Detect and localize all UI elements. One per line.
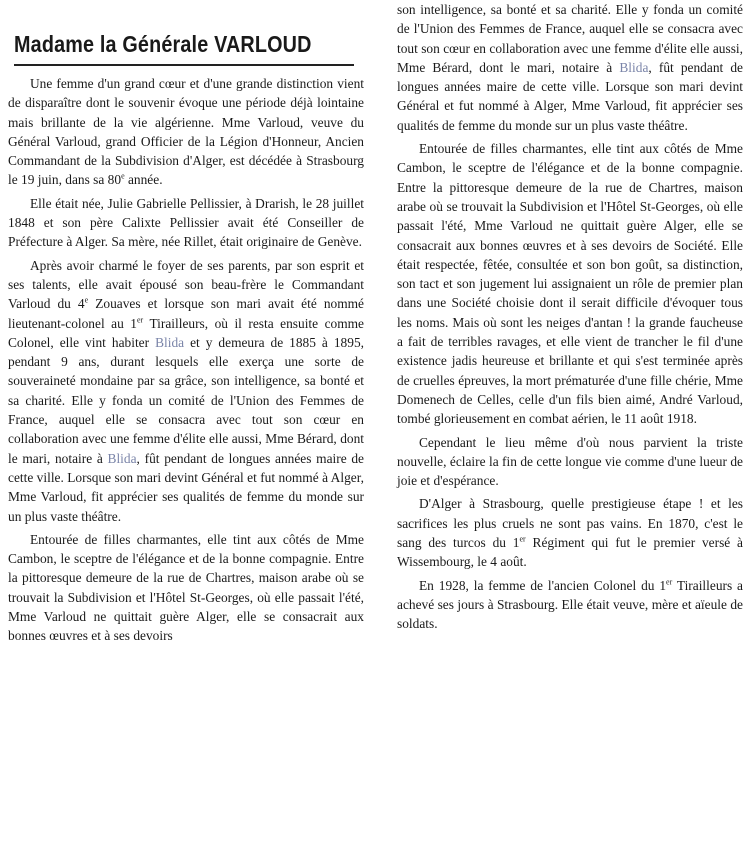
place-name-blida: Blida xyxy=(107,450,137,466)
article-title: Madame la Générale VARLOUD xyxy=(14,31,312,57)
paragraph-news: Cependant le lieu même d'où nous parvient la triste nouvelle, éclaire la fin de cette longue vie comme d'une lueur de joie et d'espérance. xyxy=(397,434,743,489)
column-divider xyxy=(380,0,381,857)
superscript: er xyxy=(519,534,526,544)
paragraph-strasbourg-text-a: D'Alger à Strasbourg, quelle prestigieuse étape ! et les sacrifices les plus cruels ne sont pas vains. En 1870, c'est le sang des turcos du 1 xyxy=(397,496,743,551)
paragraph-final xyxy=(397,576,743,634)
superscript: e xyxy=(121,172,125,182)
superscript: e xyxy=(84,295,89,305)
paragraph-marriage-text-a: Après avoir charmé le foyer de ses parents, par son esprit et ses talents, elle avait épousé son beau-frère le Commandant Varloud du 4 xyxy=(8,257,364,312)
place-name-blida: Blida xyxy=(619,59,649,75)
paragraph-intro-text: Une femme d'un grand cœur et d'une grande distinction vient de disparaître dont le souvenir évoque une période déjà lointaine mais brillante de la vie algérienne. Mme Varloud, veuve du Général Varloud, grand Officier de la Légion d'Honneur, Ancien Commandant de la Subdivision d'Alger, est décédée à Strasbourg le 19 juin, dans sa 80 xyxy=(8,76,364,188)
paragraph-intro xyxy=(8,74,364,190)
paragraph-society-right: Entourée de filles charmantes, elle tint aux côtés de Mme Cambon, le sceptre de l'élégance et de la bonne compagnie. Entre la pittoresque demeure de la rue de Chartres, maison arabe où se trouvait la Subdivision et l'Hôtel St-Georges, où elle passait l'été, Mme Varloud ne quittait guère Alger, elle se consacrait aux bonnes œuvres et à ses devoirs de Société. Elle était respectée, fêtée, consultée et son bon goût, sa distinction, son tact et son jugement lui assignaient un rôle de premier plan dans une Société choisie dont il serait difficile d'évoquer tous les noms. Mais où sont les neiges d'antan ! la grande faucheuse a fait de terribles ravages, et elle vient de trancher le fil d'une existence jadis heureuse et brillante et qui s'est terminée après de cruelles épreuves, la mort prématurée d'une fille chérie, Mme Domenech de Celles, celle d'un fils bien aimé, André Varloud, tombé glorieusement en combat aérien, le 11 août 1918. xyxy=(397,141,743,427)
paragraph-marriage-text-e: , fût pendant de longues années maire de cette ville. Lorsque son mari devint Général et fut nommé à Alger, Mme Varloud, fit apprécier ses qualités de femme du monde sur un plus vaste théâtre. xyxy=(8,450,364,524)
title-rule xyxy=(14,64,354,66)
paragraph-marriage-text-b: Zouaves et lorsque son mari avait été nommé lieutenant-colonel au 1 xyxy=(8,296,364,331)
superscript: er xyxy=(136,315,144,325)
continuation-text: son intelligence, sa bonté et sa charité. Elle y fonda un comité de l'Union des Femmes de France, auquel elle se consacra avec tout son cœur en collaboration avec une femme d'élite elle aussi, Mme Bérard, dont le mari, notaire à xyxy=(397,2,743,75)
paragraph-final-text-a: En 1928, la femme de l'ancien Colonel du 1 xyxy=(419,577,667,593)
place-name-blida: Blida xyxy=(155,334,185,350)
left-column xyxy=(8,0,364,650)
paragraph-final-text-b: Tirailleurs a achevé ses jours à Strasbourg. Elle était veuve, mère et aïeule de soldats. xyxy=(397,577,743,632)
paragraph-society-left: Entourée de filles charmantes, elle tint aux côtés de Mme Cambon, le sceptre de l'élégance et de la bonne compagnie. Entre la pittoresque demeure de la rue de Chartres, maison arabe où se trouvait la Subdivision et l'Hôtel St-Georges, où elle passait l'été, Mme Varloud ne quittait guère Alger, elle se consacrait aux bonnes œuvres et à ses devoirs xyxy=(8,531,364,644)
superscript: er xyxy=(666,577,673,587)
right-column xyxy=(397,0,743,638)
paragraph-marriage-text-d: et y demeura de 1885 à 1895, pendant 9 ans, durant lesquels elle exerça une sorte de souveraineté mondaine par sa grâce, son intelligence, sa bonté et sa charité. Elle y fonda un comité de l'Union des Femmes de France, auquel elle se consacra avec tout son cœur en collaboration avec une femme d'élite elle aussi, Mme Bérard, dont le mari, notaire à xyxy=(8,334,364,466)
paragraph-strasbourg xyxy=(397,494,743,571)
paragraph-birth: Elle était née, Julie Gabrielle Pellissier, à Drarish, le 28 juillet 1848 et son père Calixte Pellissier avait été Conseiller de Préfecture à Alger. Sa mère, née Rillet, était originaire de Genève. xyxy=(8,195,364,250)
paragraph-intro-end: année. xyxy=(124,172,163,188)
continuation-text-end: , fût pendant de longues années maire de cette ville. Lorsque son mari devint Général et fut nommé à Alger, Mme Varloud, fit apprécier ses qualités de femme du monde sur un plus vaste théâtre. xyxy=(397,59,743,133)
paragraph-marriage-text-c: Tirailleurs, où il resta ensuite comme Colonel, elle vint habiter xyxy=(8,315,364,350)
paragraph-continuation xyxy=(397,0,743,135)
paragraph-marriage xyxy=(8,256,364,526)
paragraph-strasbourg-text-b: Régiment qui fut le premier versé à Wissembourg, le 4 août. xyxy=(397,535,743,570)
